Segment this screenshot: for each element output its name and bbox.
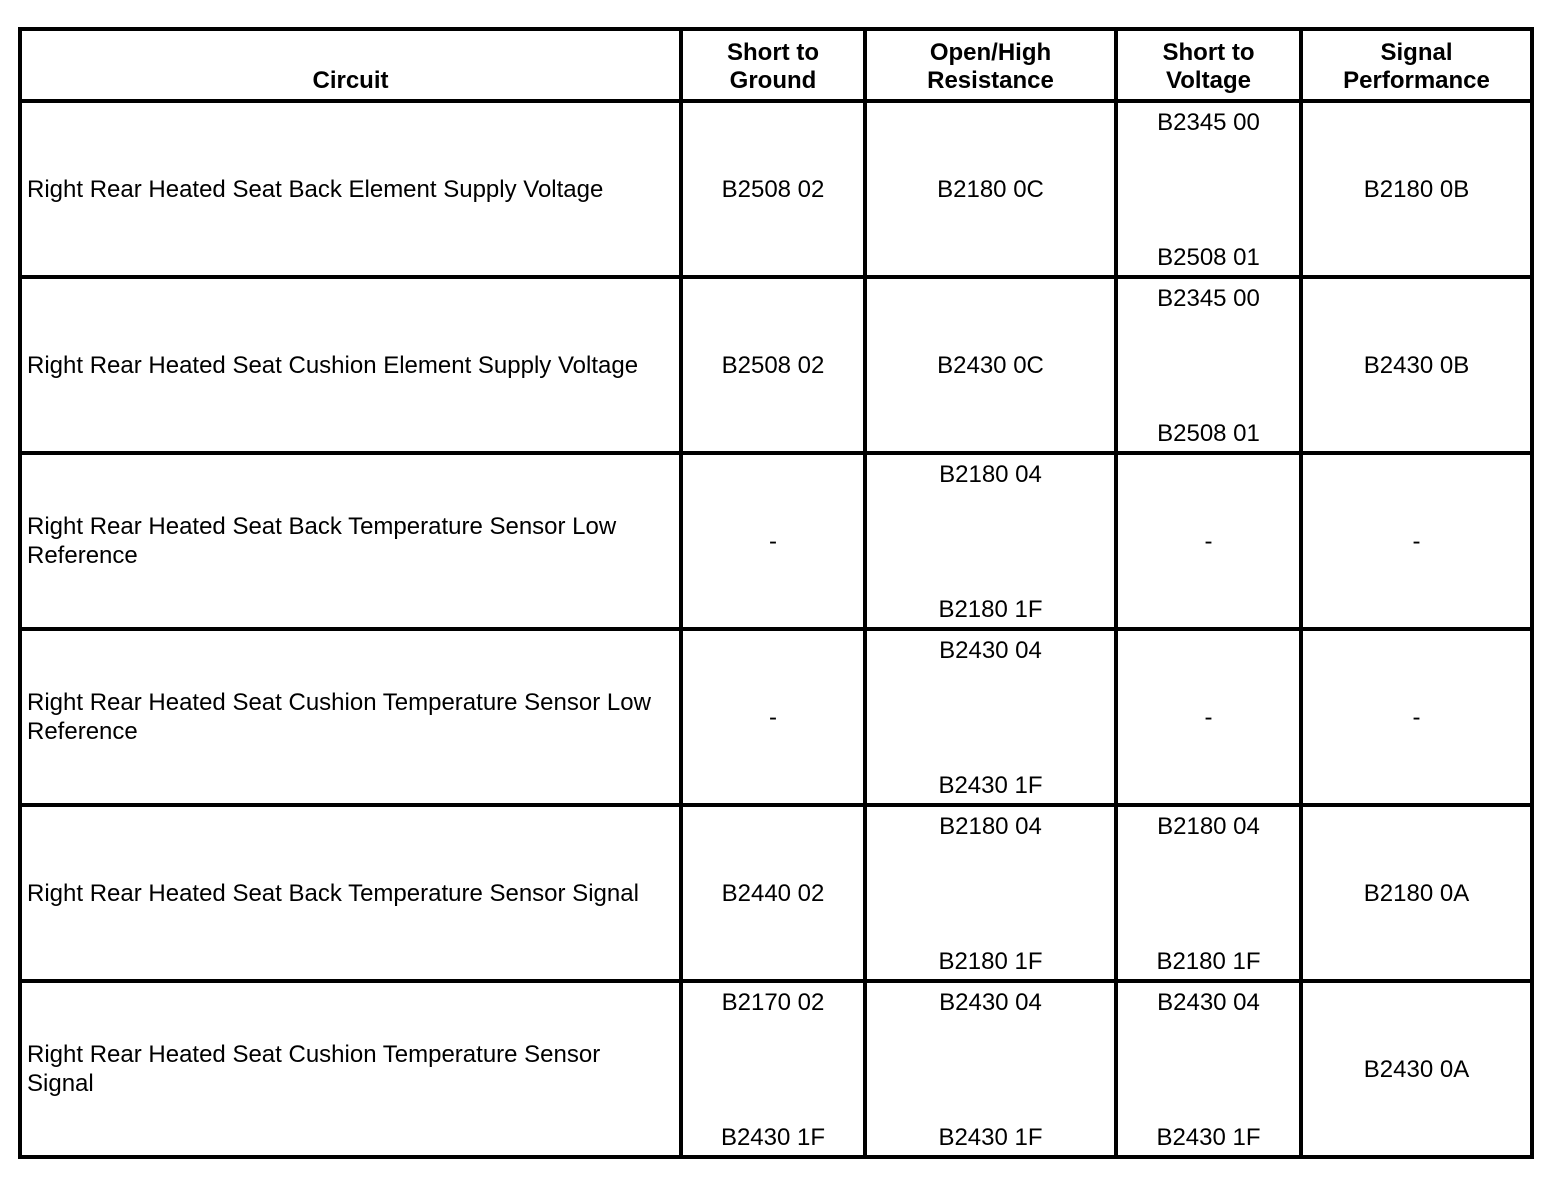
dtc-code: B2440 02 <box>721 879 825 907</box>
open-high-resistance-cell <box>865 629 1116 805</box>
circuit-cell: Right Rear Heated Seat Back Element Supply Voltage <box>20 101 681 277</box>
dtc-code: B2430 04 <box>939 637 1042 664</box>
signal-performance-cell <box>1301 805 1532 981</box>
table-row <box>20 453 1532 629</box>
dtc-code: B2345 00 <box>1157 285 1260 312</box>
dtc-code: B2180 0A <box>1363 879 1470 907</box>
signal-performance-cell <box>1301 101 1532 277</box>
short-to-voltage-cell <box>1116 277 1301 453</box>
dtc-code: B2180 1F <box>938 596 1043 623</box>
empty-dash: - <box>1204 703 1213 731</box>
table-row <box>20 277 1532 453</box>
dtc-code: B2180 04 <box>1157 813 1260 840</box>
empty-dash: - <box>769 703 777 731</box>
dtc-code: B2508 01 <box>1157 244 1260 271</box>
header-short-to-voltage-line-2: Voltage <box>1166 67 1251 94</box>
signal-performance-cell <box>1301 981 1532 1157</box>
table-header <box>20 29 1532 101</box>
empty-dash: - <box>1412 527 1421 555</box>
open-high-resistance-cell <box>865 277 1116 453</box>
short-to-ground-cell <box>681 453 865 629</box>
header-circuit-label: Circuit <box>312 67 389 94</box>
circuit-cell: Right Rear Heated Seat Cushion Temperature Sensor Signal <box>20 981 681 1157</box>
dtc-code: B2180 04 <box>939 461 1042 488</box>
table-body <box>20 101 1532 1157</box>
short-to-voltage-cell <box>1116 629 1301 805</box>
table-row <box>20 981 1532 1157</box>
empty-dash: - <box>1412 703 1421 731</box>
header-signal-performance <box>1301 29 1532 101</box>
dtc-code: B2430 0B <box>1363 351 1470 379</box>
open-high-resistance-cell <box>865 101 1116 277</box>
dtc-code: B2180 0C <box>937 175 1044 203</box>
dtc-code: B2345 00 <box>1157 109 1260 136</box>
short-to-voltage-cell <box>1116 981 1301 1157</box>
open-high-resistance-cell <box>865 453 1116 629</box>
short-to-ground-cell <box>681 629 865 805</box>
dtc-code: B2430 04 <box>1157 989 1260 1016</box>
dtc-code: B2508 02 <box>721 351 825 379</box>
short-to-ground-cell <box>681 277 865 453</box>
dtc-code: B2430 1F <box>720 1124 826 1151</box>
short-to-voltage-cell <box>1116 805 1301 981</box>
signal-performance-cell <box>1301 453 1532 629</box>
dtc-code: B2430 1F <box>1156 1124 1261 1151</box>
header-signal-performance-line-1: Signal <box>1380 39 1453 66</box>
open-high-resistance-cell <box>865 981 1116 1157</box>
header-short-to-ground <box>681 29 865 101</box>
header-short-to-ground-line-2: Ground <box>729 67 817 94</box>
dtc-code: B2180 1F <box>938 948 1043 975</box>
short-to-ground-cell <box>681 805 865 981</box>
table-row <box>20 629 1532 805</box>
dtc-code: B2430 0C <box>937 351 1044 379</box>
dtc-code: B2180 1F <box>1156 948 1261 975</box>
table-row <box>20 805 1532 981</box>
header-short-to-voltage-line-1: Short to <box>1162 39 1255 66</box>
header-row <box>20 29 1532 101</box>
dtc-code: B2430 0A <box>1363 1055 1470 1083</box>
signal-performance-cell <box>1301 629 1532 805</box>
empty-dash: - <box>1204 527 1213 555</box>
circuit-cell: Right Rear Heated Seat Cushion Element Supply Voltage <box>20 277 681 453</box>
empty-dash: - <box>769 527 777 555</box>
circuit-cell: Right Rear Heated Seat Cushion Temperature Sensor Low Reference <box>20 629 681 805</box>
header-short-to-ground-line-1: Short to <box>727 39 819 66</box>
dtc-code: B2170 02 <box>721 989 825 1016</box>
dtc-code: B2180 0B <box>1363 175 1470 203</box>
short-to-ground-cell <box>681 101 865 277</box>
dtc-code: B2508 01 <box>1157 420 1260 447</box>
header-signal-performance-line-2: Performance <box>1343 67 1490 94</box>
short-to-voltage-cell <box>1116 453 1301 629</box>
header-open-high-resistance-line-1: Open/High <box>929 39 1052 66</box>
header-open-high-resistance <box>865 29 1116 101</box>
signal-performance-cell <box>1301 277 1532 453</box>
dtc-code: B2508 02 <box>721 175 825 203</box>
table-row <box>20 101 1532 277</box>
circuit-cell: Right Rear Heated Seat Back Temperature Sensor Low Reference <box>20 453 681 629</box>
short-to-ground-cell <box>681 981 865 1157</box>
dtc-code: B2430 04 <box>939 989 1042 1016</box>
dtc-code: B2430 1F <box>938 772 1043 799</box>
short-to-voltage-cell <box>1116 101 1301 277</box>
circuit-cell: Right Rear Heated Seat Back Temperature Sensor Signal <box>20 805 681 981</box>
header-open-high-resistance-line-2: Resistance <box>927 67 1054 94</box>
open-high-resistance-cell <box>865 805 1116 981</box>
header-short-to-voltage <box>1116 29 1301 101</box>
dtc-code: B2430 1F <box>938 1124 1043 1151</box>
dtc-code: B2180 04 <box>939 813 1042 840</box>
header-circuit <box>20 29 681 101</box>
dtc-circuit-table <box>18 27 1534 1159</box>
